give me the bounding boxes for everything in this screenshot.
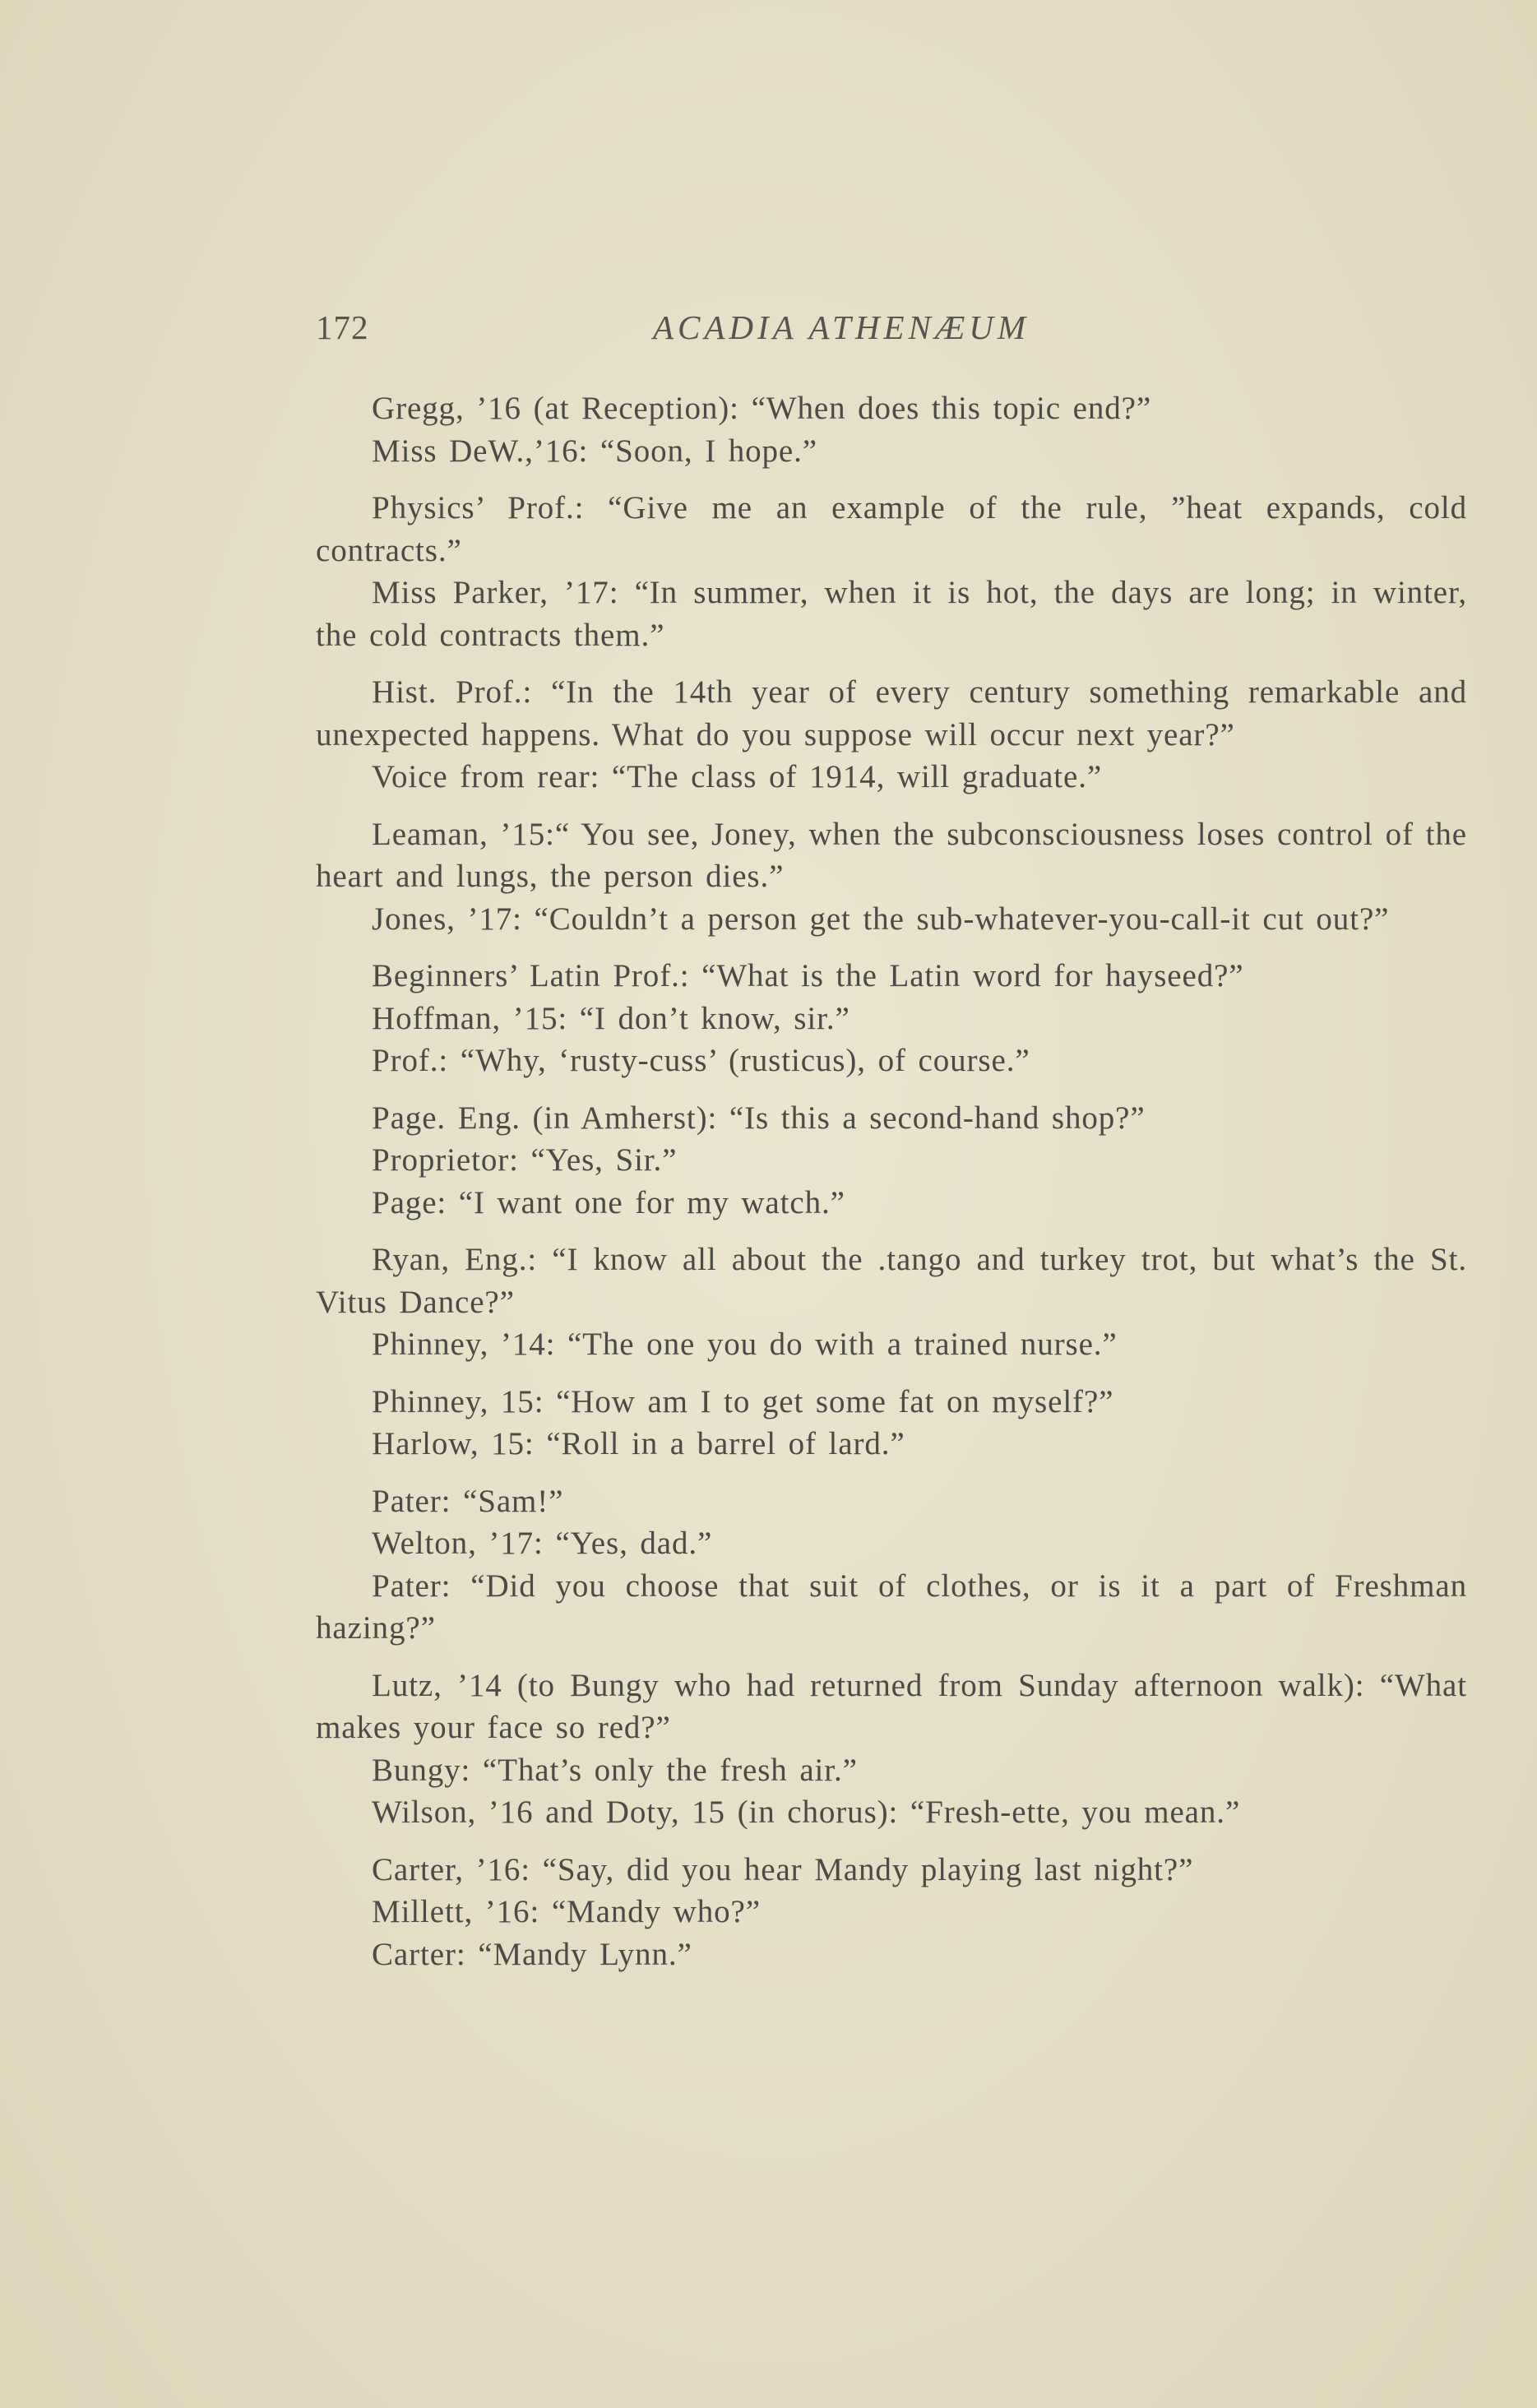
dialogue-line: Page. Eng. (in Amherst): “Is this a second-hand shop?” — [372, 1100, 1146, 1136]
page — [316, 299, 1467, 2109]
dialogue-line: Carter: “Mandy Lynn.” — [372, 1936, 692, 1972]
dialogue-line: Ryan, Eng.: “I know all about the .tango and turkey trot, but what’s the St. Vitus Dance?” — [316, 1242, 1467, 1320]
exchange-group — [316, 1381, 1467, 1466]
dialogue-line: Voice from rear: “The class of 1914, will graduate.” — [372, 759, 1103, 794]
dialogue-line: Wilson, ’16 and Doty, 15 (in chorus): “Fresh-ette, you mean.” — [372, 1794, 1241, 1830]
dialogue-line: Miss DeW.,’16: “Soon, I hope.” — [372, 433, 818, 469]
exchange-group — [316, 487, 1467, 656]
exchange-group — [316, 387, 1467, 472]
dialogue-line: Phinney, ’14: “The one you do with a trained nurse.” — [372, 1327, 1118, 1362]
dialogue-line: Gregg, ’16 (at Reception): “When does this topic end?” — [372, 391, 1152, 426]
exchange-group — [316, 1665, 1467, 1834]
exchange-group — [316, 1480, 1467, 1650]
dialogue-line: Beginners’ Latin Prof.: “What is the Latin word for hayseed?” — [372, 958, 1244, 993]
exchange-group — [316, 1849, 1467, 1976]
dialogue-line: Leaman, ’15:“ You see, Joney, when the subconsciousness loses control of the heart and lungs, the person dies.” — [316, 816, 1467, 894]
exchange-group — [316, 955, 1467, 1082]
dialogue-line: Page: “I want one for my watch.” — [372, 1184, 845, 1220]
dialogue-line: Lutz, ’14 (to Bungy who had returned from Sunday afternoon walk): “What makes your face so red?” — [316, 1667, 1467, 1745]
dialogue-line: Harlow, 15: “Roll in a barrel of lard.” — [372, 1426, 905, 1461]
dialogue-line: Pater: “Sam!” — [372, 1483, 564, 1519]
journal-title: ACADIA ATHENÆUM — [653, 308, 1030, 346]
running-head — [316, 299, 1467, 349]
dialogue-line: Proprietor: “Yes, Sir.” — [372, 1142, 678, 1178]
exchange-group — [316, 1097, 1467, 1225]
dialogue-line: Bungy: “That’s only the fresh air.” — [372, 1752, 858, 1788]
exchange-group — [316, 813, 1467, 941]
jokes-column — [316, 387, 1467, 1990]
dialogue-line: Welton, ’17: “Yes, dad.” — [372, 1526, 713, 1561]
dialogue-line: Hist. Prof.: “In the 14th year of every century something remarkable and unexpected happens. What do you suppose will occur next year?” — [316, 674, 1467, 752]
dialogue-line: Carter, ’16: “Say, did you hear Mandy playing last night?” — [372, 1851, 1194, 1887]
page-number: 172 — [316, 308, 369, 346]
exchange-group — [316, 671, 1467, 799]
dialogue-line: Millett, ’16: “Mandy who?” — [372, 1894, 761, 1929]
dialogue-line: Prof.: “Why, ‘rusty-cuss’ (rusticus), of course.” — [372, 1043, 1030, 1078]
dialogue-line: Pater: “Did you choose that suit of clothes, or is it a part of Freshman hazing?” — [316, 1568, 1467, 1646]
exchange-group — [316, 1239, 1467, 1366]
dialogue-line: Miss Parker, ’17: “In summer, when it is hot, the days are long; in winter, the cold contracts them.” — [316, 575, 1467, 653]
dialogue-line: Hoffman, ’15: “I don’t know, sir.” — [372, 1000, 850, 1036]
dialogue-line: Physics’ Prof.: “Give me an example of the rule, ”heat expands, cold contracts.” — [316, 490, 1467, 568]
dialogue-line: Phinney, 15: “How am I to get some fat on myself?” — [372, 1383, 1114, 1419]
dialogue-line: Jones, ’17: “Couldn’t a person get the sub-whatever-you-call-it cut out?” — [372, 901, 1390, 937]
